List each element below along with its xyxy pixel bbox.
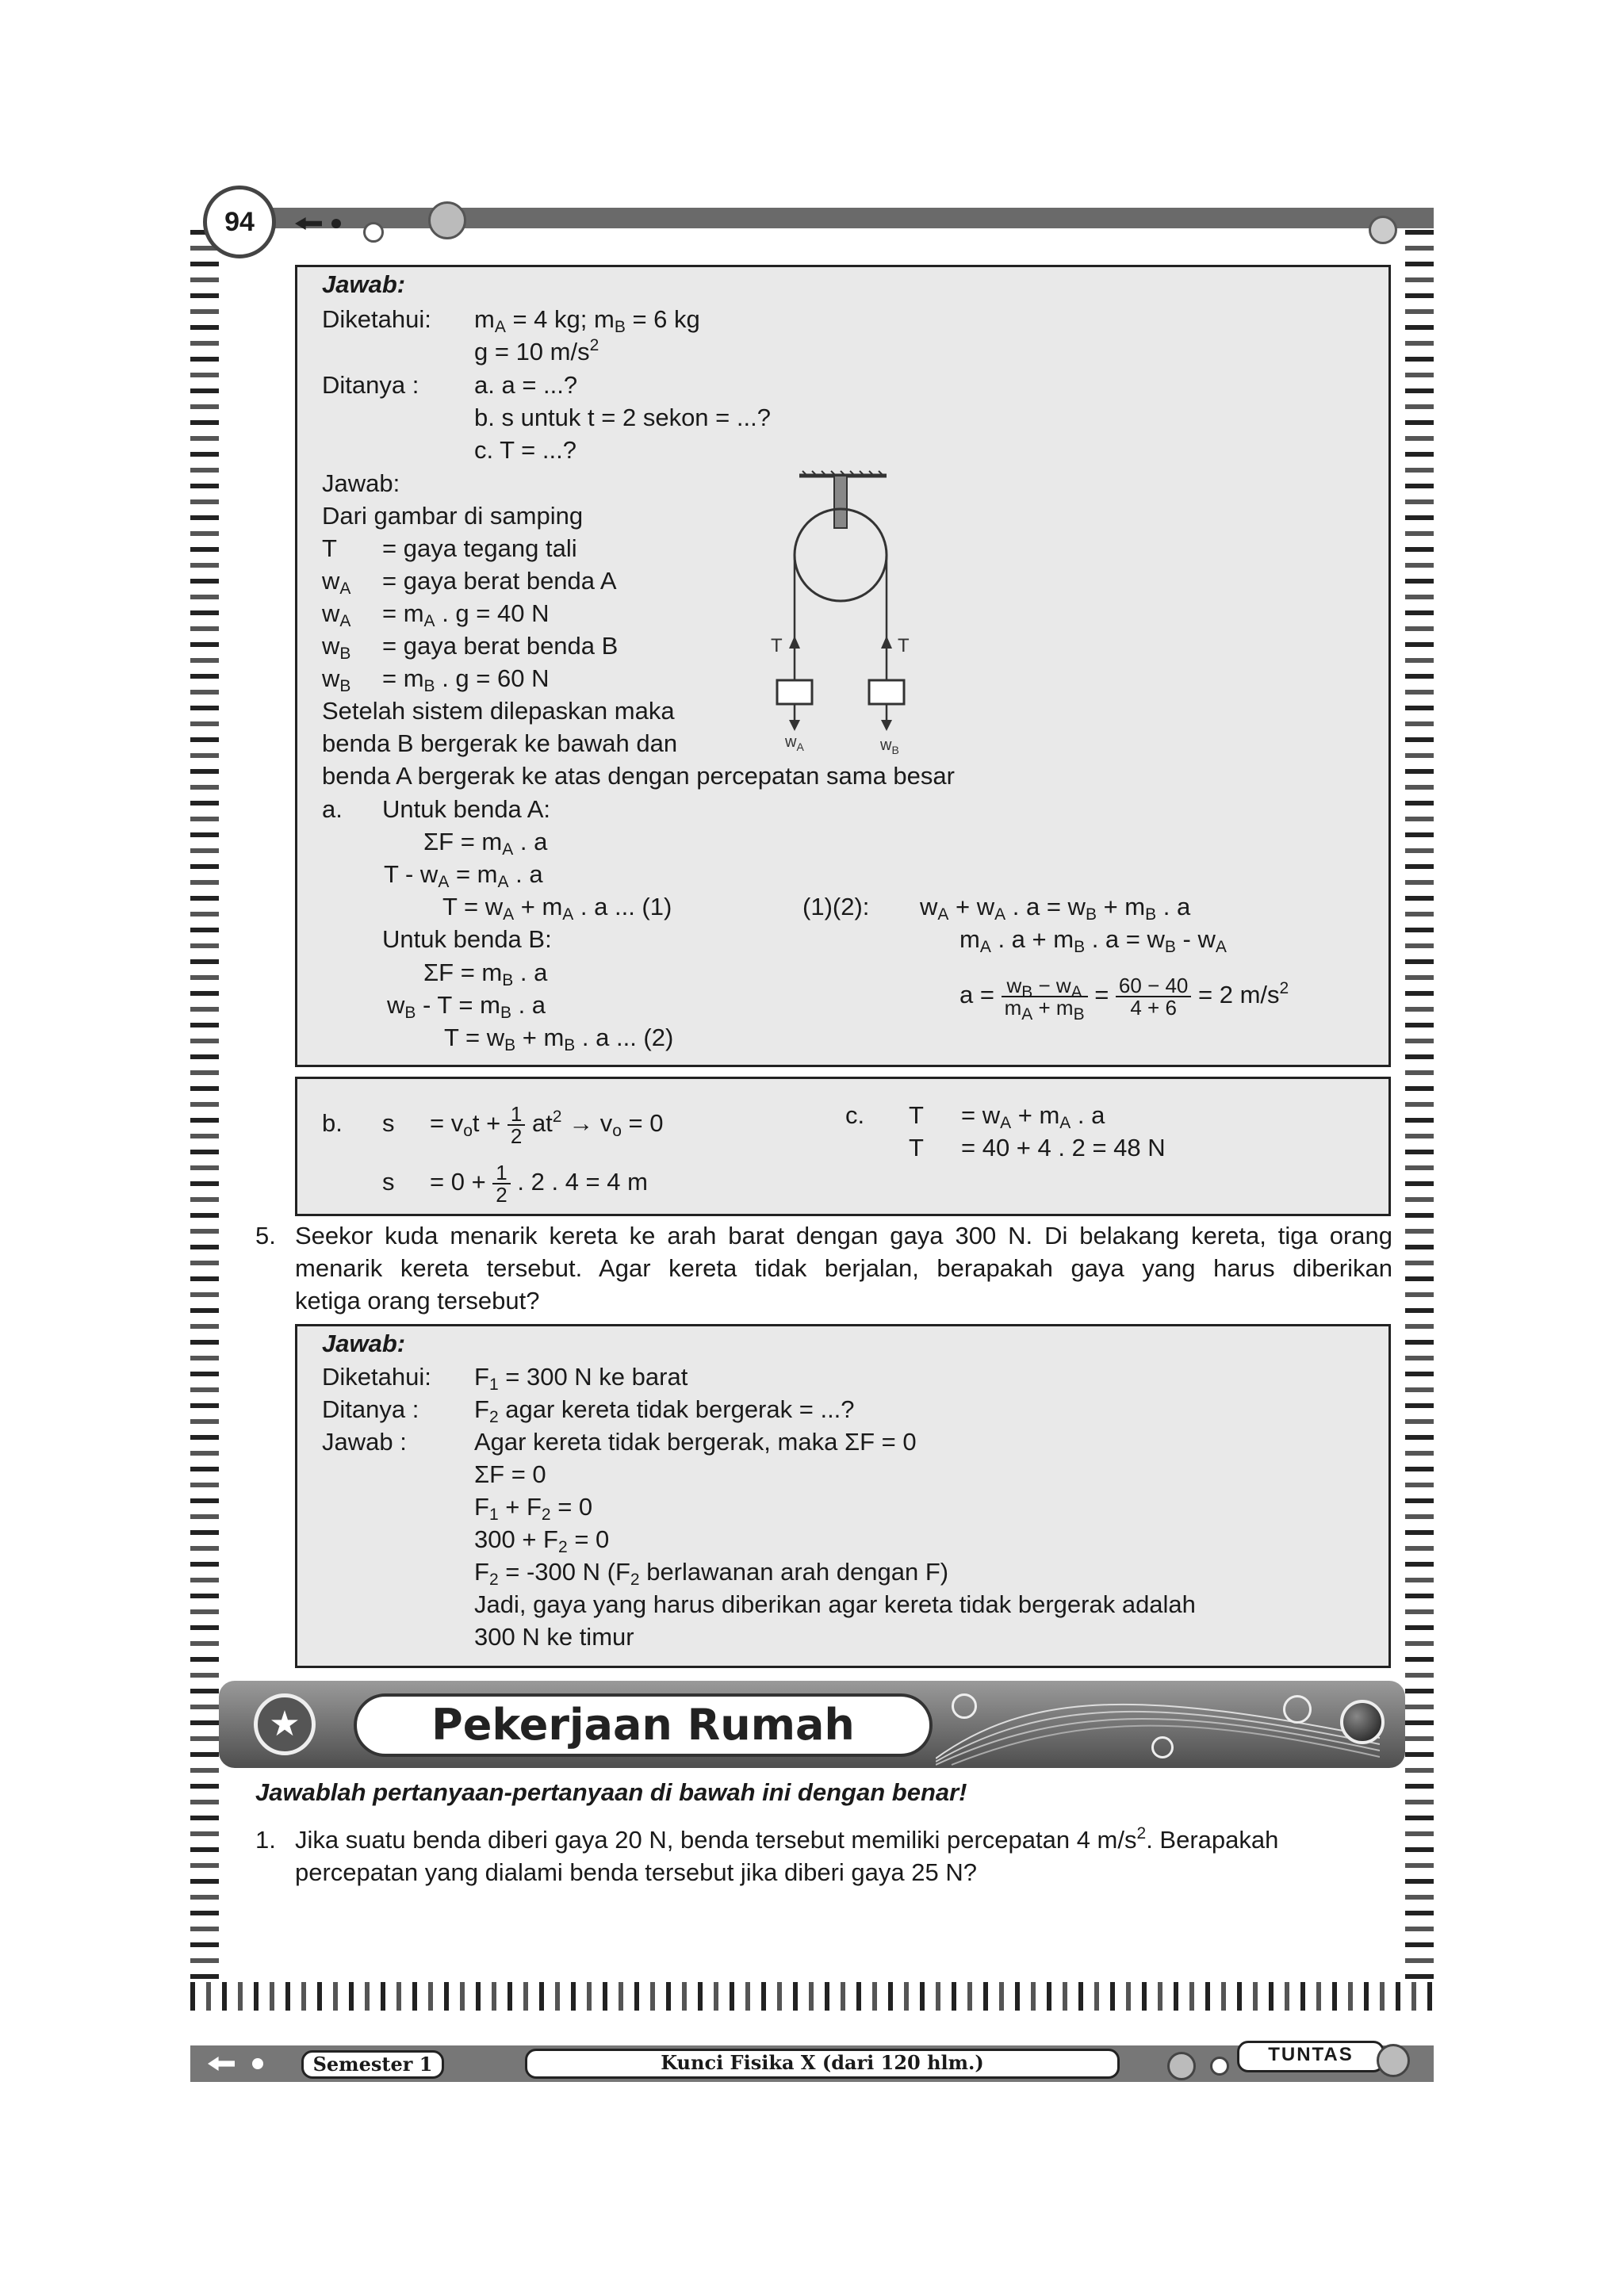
block-B <box>869 680 904 704</box>
fraction-numeric: $\frac{60 - 40}{4 + 6}$ <box>1116 975 1191 1018</box>
diketahui-label-3: Diketahui: <box>322 1363 431 1391</box>
jawab-label: Jawab: <box>322 469 400 497</box>
dari-gambar-text: Dari gambar di samping <box>322 502 584 530</box>
question-b: b. s untuk t = 2 sekon = ...? <box>474 404 771 431</box>
instruction-text: Jawablah pertanyaan-pertanyaan di bawah ini dengan benar! <box>255 1778 967 1806</box>
star-badge <box>254 1693 316 1755</box>
decor-circle <box>1377 2044 1410 2077</box>
def-wA: = gaya berat benda A <box>382 567 617 595</box>
weight-arrow-B <box>881 720 892 731</box>
T-symbol-2: T <box>909 1134 924 1161</box>
decor-ring <box>1151 1736 1174 1758</box>
untuk-benda-b: Untuk benda B: <box>382 925 552 953</box>
label-T-left: T <box>771 635 783 656</box>
right-ornament-border <box>1405 230 1434 2011</box>
star-icon: ★ <box>269 1705 301 1743</box>
untuk-benda-a: Untuk benda A: <box>382 795 550 823</box>
section-title: Pekerjaan Rumah <box>431 1700 855 1750</box>
def-T-symbol: T <box>322 534 337 562</box>
page-number: 94 <box>224 207 255 237</box>
header-orb <box>1340 1700 1385 1744</box>
def-wB: = gaya berat benda B <box>382 632 619 660</box>
calc-wB-symbol: $w_B$ <box>322 664 351 695</box>
setelah-line-1: Setelah sistem dilepaskan maka <box>322 697 675 725</box>
s-symbol-2: s <box>382 1168 395 1196</box>
eq-s-result: = 0 + $\frac{1}{2}$ . 2 . 4 = 4 m <box>430 1160 648 1207</box>
setelah-line-3: benda A bergerak ke atas dengan percepatan sama besar <box>322 762 955 790</box>
def-wB-symbol: $w_B$ <box>322 632 351 663</box>
decor-ring <box>1283 1695 1312 1724</box>
T-symbol-1: T <box>909 1101 924 1129</box>
eq-combined-2: $m_A$ . $a + m_B$ . $a = w_B - w_A$ <box>959 925 1227 956</box>
decor-circle <box>1167 2052 1196 2080</box>
given-masses: $m_A = 4$ kg; $m_B = 6$ kg <box>474 305 700 336</box>
eq-T-formula: = $w_A + m_A$ . a <box>961 1101 1105 1132</box>
question-c: c. T = ...? <box>474 436 576 464</box>
part-c-label: c. <box>845 1101 865 1129</box>
conclusion-line-2: 300 N ke timur <box>474 1623 634 1651</box>
block-A <box>777 680 812 704</box>
setelah-line-2: benda B bergerak ke bawah dan <box>322 729 678 757</box>
decor-dot <box>252 2058 263 2069</box>
def-T: = gaya tegang tali <box>382 534 577 562</box>
pulley-support <box>834 476 847 528</box>
eq-T-result: = 40 + 4 . 2 = 48 N <box>961 1134 1166 1161</box>
page-number-badge <box>203 186 276 258</box>
footer-brand: TUNTAS <box>1237 2041 1385 2072</box>
asked-F2: $F_2$ agar kereta tidak bergerak = ...? <box>474 1395 855 1426</box>
eq-combined-ref: (1)(2): <box>802 893 870 920</box>
agar-statement: Agar kereta tidak bergerak, maka ΣF = 0 <box>474 1428 917 1456</box>
section-title-pill <box>354 1693 933 1757</box>
eq-wB-T: $w_B - T = m_B$ . a <box>387 991 546 1022</box>
eq-1: $T = w_A + m_A$ . a ... (1) <box>442 893 672 924</box>
decor-circle <box>428 201 466 239</box>
decor-dot <box>331 219 341 228</box>
conclusion-line-1: Jadi, gaya yang harus diberikan agar kereta tidak bergerak adalah <box>474 1590 1196 1618</box>
hw-1-line-1: Jika suatu benda diberi gaya 20 N, benda tersebut memiliki percepatan 4 $m/s^2$. Berapakah <box>295 1824 1279 1854</box>
jawab-heading-3: Jawab: <box>322 1330 406 1357</box>
eq-sumF-B: $\Sigma F = m_B$ . a <box>423 959 548 989</box>
eq-acceleration: a = $\frac{w_B - w_A}{m_A + m_B}$ = $\frac{60 - 40}{4 + 6}$ = 2 $m/s^2$ <box>959 974 1289 1024</box>
label-T-right: T <box>898 635 910 656</box>
given-gravity: g = 10 $m/s^2$ <box>474 336 599 365</box>
jawab-label-3: Jawab : <box>322 1428 407 1456</box>
left-ornament-border <box>190 230 219 2011</box>
question-5-line-3: ketiga orang tersebut? <box>295 1287 540 1314</box>
fraction-symbolic: $\frac{w_B - w_A}{m_A + m_B}$ <box>1002 975 1088 1018</box>
pulley-diagram <box>761 468 920 761</box>
tension-arrow-left <box>789 636 800 649</box>
bottom-ornament-border <box>190 1982 1434 2011</box>
jawab-heading: Jawab: <box>322 270 406 298</box>
label-wA: $w_A$ <box>785 733 804 753</box>
decor-circle <box>1210 2057 1229 2076</box>
eq-F1-plus-F2: $F_1 + F_2 = 0$ <box>474 1493 593 1524</box>
calc-wB: = $m_B$ . g = 60 N <box>382 664 550 695</box>
part-b-label: b. <box>322 1109 343 1137</box>
decor-ring <box>952 1693 977 1719</box>
label-wB: $w_B$ <box>880 737 899 756</box>
question-5-line-2: menarik kereta tersebut. Agar kereta tidak berjalan, berapakah gaya yang harus diberikan <box>295 1254 1392 1282</box>
eq-combined-1: $w_A + w_A$ . $a = w_B + m_B$ . a <box>920 893 1191 924</box>
footer-semester: Semester 1 <box>301 2050 444 2079</box>
calc-wA-symbol: $w_A$ <box>322 599 351 630</box>
eq-T-wA: $T - w_A = m_A$ . a <box>384 860 543 891</box>
diketahui-label: Diketahui: <box>322 305 431 333</box>
top-decor-bar <box>238 208 1434 228</box>
footer-book-title: Kunci Fisika X (dari 120 hlm.) <box>525 2049 1120 2079</box>
eq-300-plus-F2: $300 + F_2 = 0$ <box>474 1525 610 1556</box>
ditanya-label: Ditanya : <box>322 371 419 399</box>
eq-sumF-A: $\Sigma F = m_A$ . a <box>423 828 548 859</box>
hw-1-number: 1. <box>255 1826 276 1854</box>
eq-s-formula: = $v_ot$ + $\frac{1}{2}$ $at^2 \to v_o = 0$ <box>430 1101 664 1148</box>
question-5-number: 5. <box>255 1222 276 1249</box>
s-symbol-1: s <box>382 1109 395 1137</box>
part-a-label: a. <box>322 795 343 823</box>
eq-sumF-zero: ΣF = 0 <box>474 1460 546 1488</box>
decor-circle <box>363 222 384 243</box>
tension-arrow-right <box>881 636 892 649</box>
weight-arrow-A <box>789 720 800 731</box>
eq-2: $T = w_B + m_B$ . a ... (2) <box>444 1024 674 1054</box>
calc-wA: = $m_A$ . g = 40 N <box>382 599 550 630</box>
hw-1-line-2: percepatan yang dialami benda tersebut jika diberi gaya 25 N? <box>295 1858 977 1886</box>
question-5-line-1: Seekor kuda menarik kereta ke arah barat dengan gaya 300 N. Di belakang kereta, tiga orang <box>295 1222 1392 1249</box>
def-wA-symbol: $w_A$ <box>322 567 351 598</box>
ditanya-label-3: Ditanya : <box>322 1395 419 1423</box>
decor-circle <box>1369 216 1397 244</box>
eq-F2-result: $F_2 = -300$ N ($F_2$ berlawanan arah dengan F) <box>474 1558 949 1589</box>
question-a: a. a = ...? <box>474 371 578 399</box>
given-F1: $F_1 = 300$ N ke barat <box>474 1363 688 1394</box>
